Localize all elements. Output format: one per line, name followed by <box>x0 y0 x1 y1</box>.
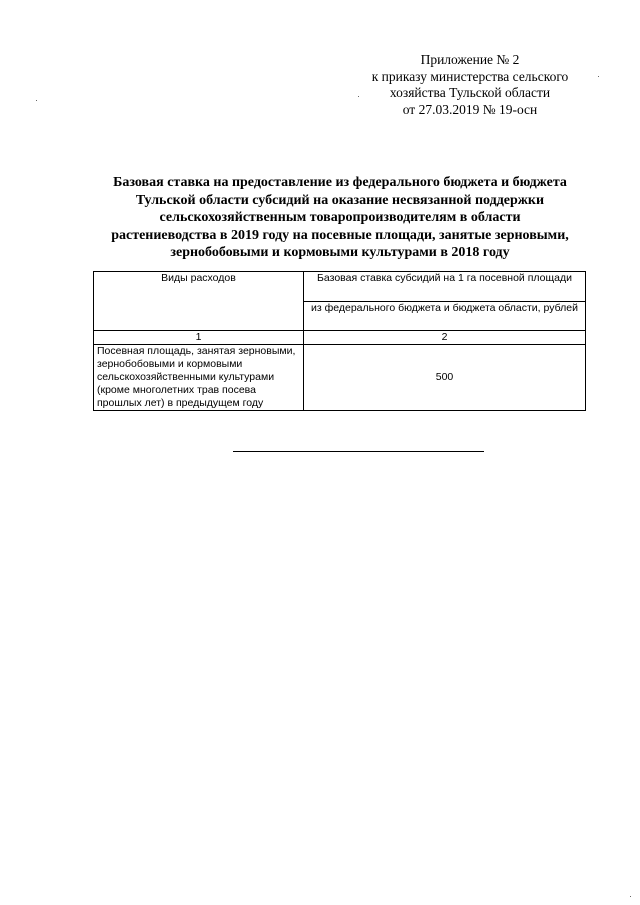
appendix-ministry: хозяйства Тульской области <box>389 85 551 100</box>
scan-speck <box>36 100 37 101</box>
appendix-number: Приложение № 2 <box>420 52 520 67</box>
document-title <box>88 174 592 262</box>
expense-description: Посевная площадь, занятая зерновыми, зернобобовыми и кормовыми сельскохозяйственными культурами (кроме многолетних трав посева прошлых лет) в предыдущем году <box>94 345 304 411</box>
appendix-header <box>330 52 610 118</box>
title-line: Базовая ставка на предоставление из федерального бюджета и бюджета <box>113 175 567 190</box>
header-expense-type: Виды расходов <box>94 272 304 331</box>
header-budget-source: из федерального бюджета и бюджета области, рублей <box>304 302 586 331</box>
appendix-order-ref: к приказу министерства сельского <box>371 68 569 84</box>
table-number-row <box>94 331 586 345</box>
title-line: Тульской области субсидий на оказание несвязанной поддержки <box>135 192 545 208</box>
closing-rule <box>233 451 484 452</box>
rate-value: 500 <box>304 345 586 411</box>
column-number-1: 1 <box>94 331 304 345</box>
table-row <box>94 345 586 411</box>
scan-speck <box>598 76 599 77</box>
title-line: растениеводства в 2019 году на посевные площади, занятые зерновыми, <box>111 227 569 243</box>
scan-speck <box>358 96 359 97</box>
scan-speck <box>630 896 631 897</box>
rates-table <box>93 271 586 411</box>
title-line: сельскохозяйственным товаропроизводителям в области <box>159 210 521 225</box>
column-number-2: 2 <box>304 331 586 345</box>
appendix-date-number: от 27.03.2019 № 19-осн <box>402 101 538 117</box>
title-line: зернобобовыми и кормовыми культурами в 2018 году <box>170 245 510 260</box>
table-header-row <box>94 272 586 302</box>
header-base-rate: Базовая ставка субсидий на 1 га посевной площади <box>304 272 586 302</box>
